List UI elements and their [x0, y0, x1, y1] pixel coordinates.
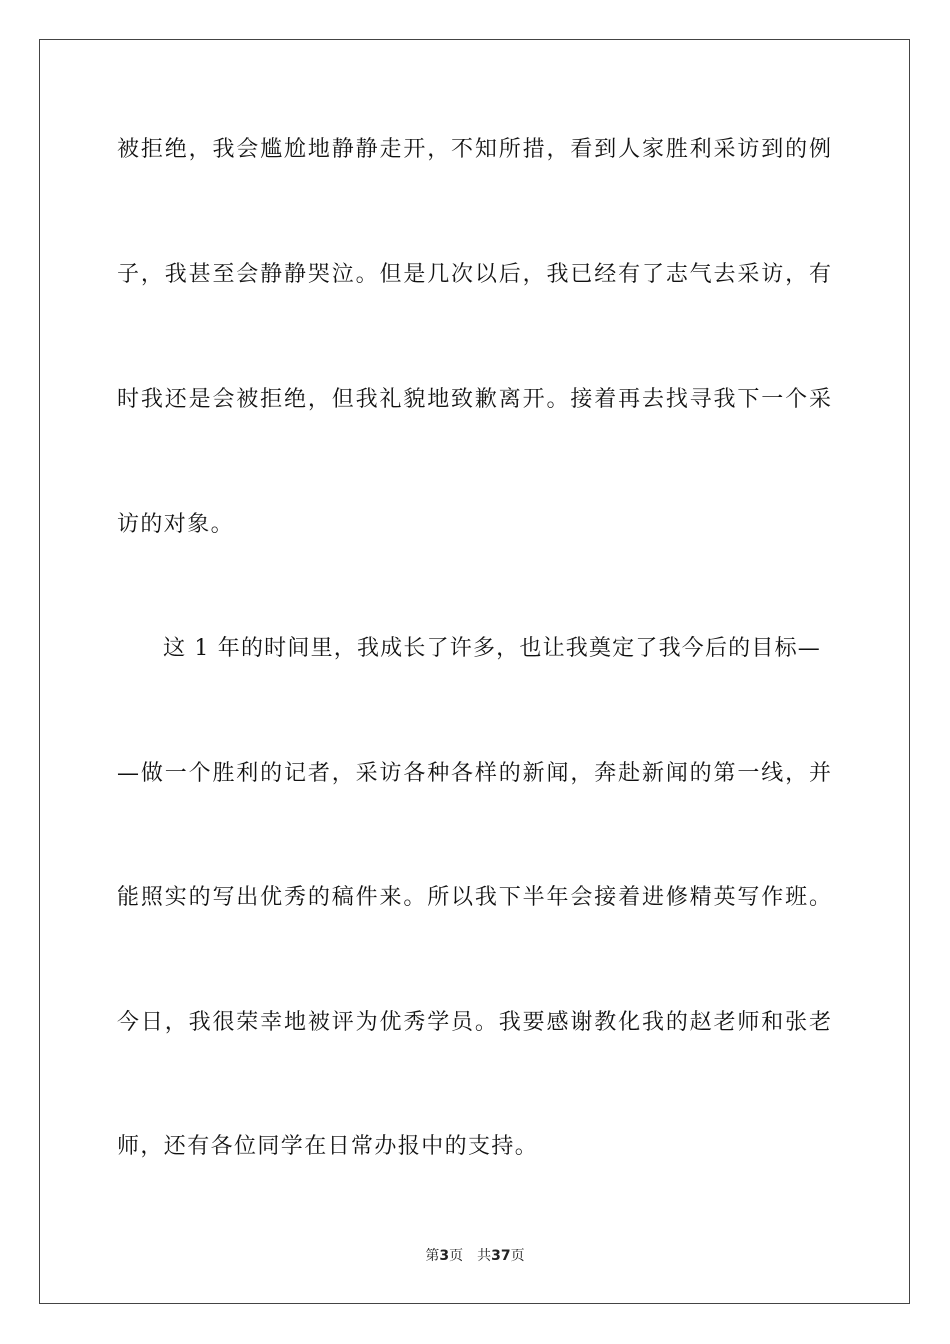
footer-total-prefix: 共 [477, 1248, 492, 1264]
paragraph-line-6: —做一个胜利的记者，采访各种各样的新闻，奔赴新闻的第一线，并 [117, 761, 831, 786]
paragraph-line-7: 能照实的写出优秀的稿件来。所以我下半年会接着进修精英写作班。 [117, 885, 831, 910]
footer-page-prefix: 第 [425, 1248, 440, 1264]
paragraph-line-3: 时我还是会被拒绝，但我礼貌地致歉离开。接着再去找寻我下一个采 [117, 387, 831, 412]
footer-total-suffix: 页 [510, 1248, 525, 1264]
page-footer [0, 1247, 950, 1265]
footer-total-pages: 37 [491, 1248, 511, 1264]
paragraph-line-9: 师，还有各位同学在日常办报中的支持。 [117, 1134, 539, 1159]
page-frame [39, 39, 910, 1304]
footer-page-number: 3 [439, 1248, 450, 1264]
paragraph-line-8: 今日，我很荣幸地被评为优秀学员。我要感谢教化我的赵老师和张老 [117, 1010, 831, 1035]
footer-page-suffix: 页 [449, 1248, 464, 1264]
paragraph-line-1: 被拒绝，我会尴尬地静静走开，不知所措，看到人家胜利采访到的例 [117, 137, 831, 162]
paragraph-line-4: 访的对象。 [117, 512, 235, 537]
paragraph-line-2: 子，我甚至会静静哭泣。但是几次以后，我已经有了志气去采访，有 [117, 262, 831, 287]
paragraph-line-5: 这 1 年的时间里，我成长了许多，也让我奠定了我今后的目标— [163, 636, 821, 661]
